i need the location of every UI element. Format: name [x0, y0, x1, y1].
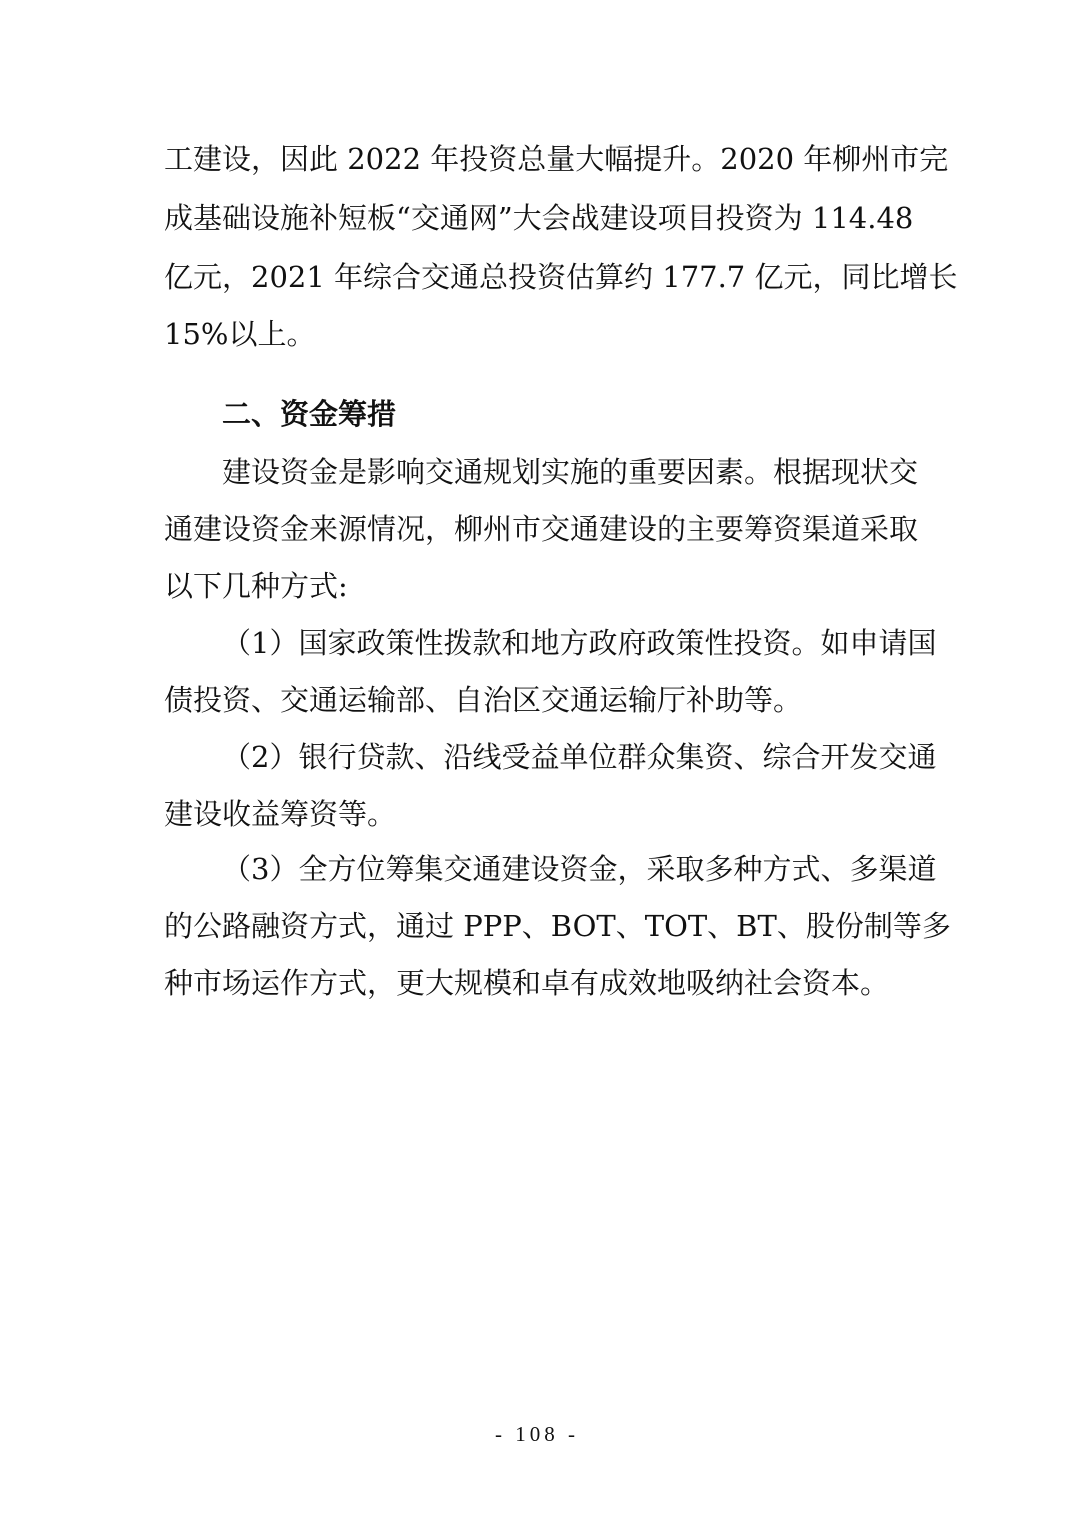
paragraph-1-line-3: 亿元，2021 年综合交通总投资估算约 177.7 亿元，同比增长: [164, 260, 958, 294]
paragraph-2-line-2: 通建设资金来源情况，柳州市交通建设的主要筹资渠道采取: [164, 512, 919, 546]
item-1-line-1: （1）国家政策性拨款和地方政府政策性投资。如申请国: [222, 626, 937, 660]
item-3-line-2: 的公路融资方式，通过 PPP、BOT、TOT、BT、股份制等多: [164, 909, 951, 943]
item-1-line-2: 债投资、交通运输部、自治区交通运输厅补助等。: [164, 683, 803, 717]
paragraph-2-line-1: 建设资金是影响交通规划实施的重要因素。根据现状交: [222, 455, 919, 489]
section-heading: 二、资金筹措: [222, 397, 397, 431]
item-2-line-1: （2）银行贷款、沿线受益单位群众集资、综合开发交通: [222, 740, 937, 774]
item-3-line-1: （3）全方位筹集交通建设资金，采取多种方式、多渠道: [222, 852, 937, 886]
paragraph-1-line-2: 成基础设施补短板“交通网”大会战建设项目投资为 114.48: [164, 201, 914, 235]
paragraph-1-line-1: 工建设，因此 2022 年投资总量大幅提升。2020 年柳州市完: [164, 142, 949, 176]
paragraph-1-line-4: 15%以上。: [164, 317, 316, 351]
item-2-line-2: 建设收益筹资等。: [164, 797, 397, 831]
page-number: - 108 -: [495, 1422, 579, 1446]
paragraph-2-line-3: 以下几种方式:: [164, 569, 348, 603]
item-3-line-3: 种市场运作方式，更大规模和卓有成效地吸纳社会资本。: [164, 966, 890, 1000]
